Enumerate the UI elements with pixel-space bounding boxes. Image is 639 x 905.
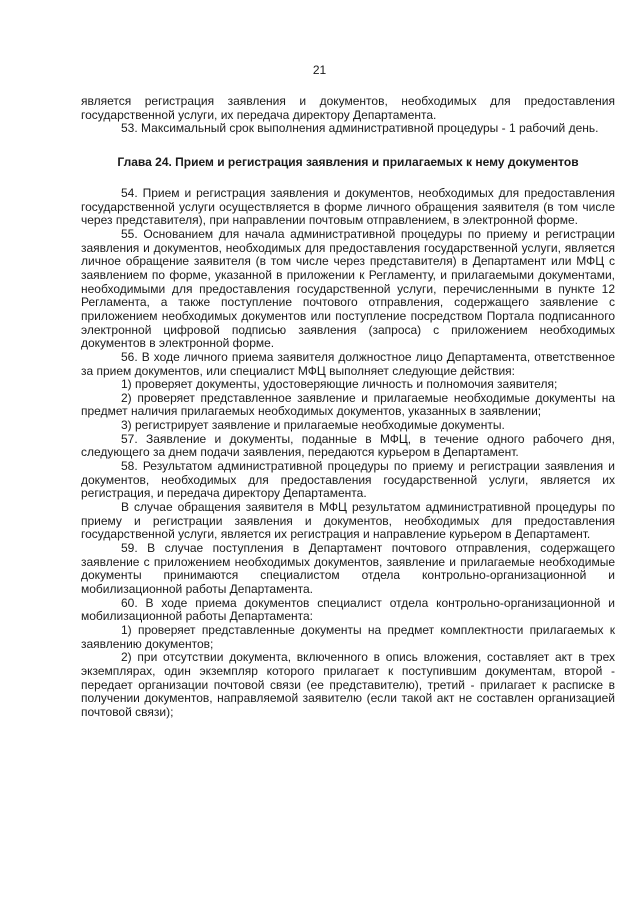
list-item: 2) проверяет представленное заявление и прилагаемые необходимые документы на предмет наличия прилагаемых необходимых документов, указанных в заявлении; <box>81 390 615 419</box>
paragraph: 54. Прием и регистрация заявления и документов, необходимых для предоставления государственной услуги осуществляется в форме личного обращения заявителя (в том числе через представителя), при направлении почтовым отправлением, в электронной форме. <box>81 185 615 228</box>
list-item: 1) проверяет документы, удостоверяющие личность и полномочия заявителя; <box>121 377 558 392</box>
paragraph: 56. В ходе личного приема заявителя должностное лицо Департамента, ответственное за прием документов, или специалист МФЦ выполняет следующие действия: <box>81 349 615 378</box>
paragraph: 59. В случае поступления в Департамент почтового отправления, содержащего заявление с приложением необходимых документов, заявление и прилагаемые необходимые документы принимаются специалистом отдела контрольно-организационной и мобилизационной работы Департамента. <box>81 541 615 596</box>
paragraph: 60. В ходе приема документов специалист отдела контрольно-организационной и мобилизационной работы Департамента: <box>81 595 615 624</box>
paragraph: 53. Максимальный срок выполнения административной процедуры - 1 рабочий день. <box>121 121 599 136</box>
paragraph: В случае обращения заявителя в МФЦ результатом административной процедуры по приему и регистрации заявления и документов, необходимых для предоставления государственной услуги, является их регистрация и направление курьером в Департамент. <box>81 500 615 542</box>
list-item: 3) регистрирует заявление и прилагаемые необходимые документы. <box>121 418 505 433</box>
document-body <box>81 95 615 720</box>
list-item: 1) проверяет представленные документы на предмет комплектности прилагаемых к заявлению документов; <box>81 622 615 651</box>
paragraph: 55. Основанием для начала административной процедуры по приему и регистрации заявления и документов, необходимых для предоставления государственной услуги, является личное обращение заявителя (в том числе через представителя) в Департамент или МФЦ с заявлением по форме, указанной в приложении к Регламенту, и прилагаемыми документами, необходимыми для предоставления государственной услуги, перечисленными в пункте 12 Регламента, а также поступление почтового отправления, содержащего заявление с приложением необходимых документов или поступление посредством Портала подписанного электронной цифровой подписью заявления (запроса) с приложением необходимых документов в электронной форме. <box>81 226 615 351</box>
paragraph: 58. Результатом административной процедуры по приему и регистрации заявления и документов, необходимых для предоставления государственной услуги, является их регистрация, и передача директору Департамента. <box>81 459 615 501</box>
chapter-title: Глава 24. Прием и регистрация заявления и прилагаемых к нему документов <box>117 154 579 169</box>
list-item: 2) при отсутствии документа, включенного в опись вложения, составляет акт в трех экземплярах, один экземпляр которого прилагает к поступившим документам, второй - передает организации почтовой связи (ее представителю), третий - прилагает к расписке в получении документов, направляемой заявителю (если такой акт не составлен организацией почтовой связи); <box>81 650 615 719</box>
paragraph: является регистрация заявления и документов, необходимых для предоставления государственной услуги, их передача директору Департамента. <box>81 94 615 122</box>
page-number: 21 <box>312 63 327 77</box>
paragraph: 57. Заявление и документы, поданные в МФЦ, в течение одного рабочего дня, следующего за днем подачи заявления, передаются курьером в Департамент. <box>81 431 615 460</box>
